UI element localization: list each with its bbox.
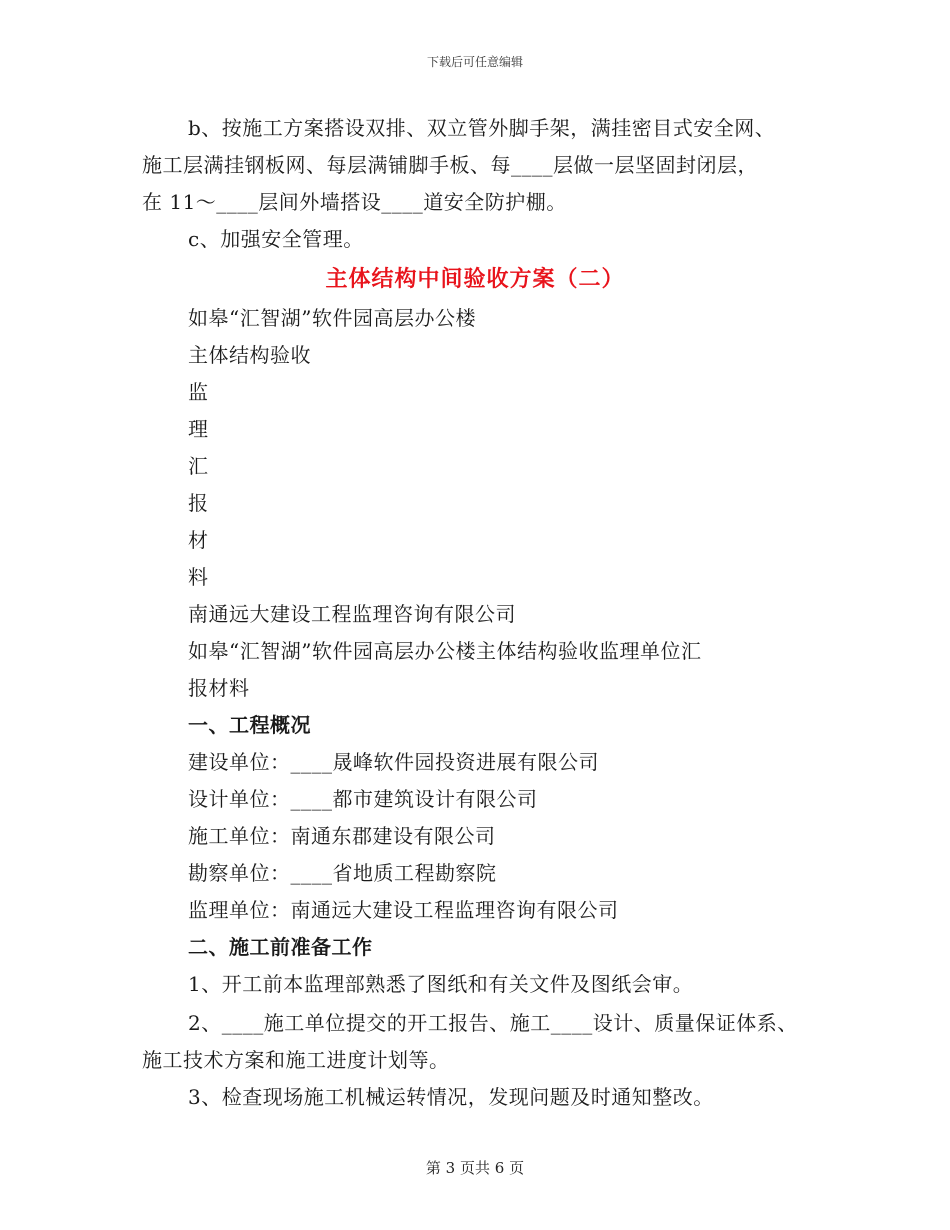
item-1: 1、开工前本监理部熟悉了图纸和有关文件及图纸会审。 bbox=[188, 972, 694, 996]
paragraph-b-line-2: 施工层满挂钢板网、每层满铺脚手板、每____层做一层坚固封闭层， bbox=[142, 153, 758, 177]
survey-unit: 勘察单位：____省地质工程勘察院 bbox=[188, 861, 497, 885]
project-name: 如皋“汇智湖”软件园高层办公楼 bbox=[188, 306, 476, 330]
design-unit: 设计单位：____都市建筑设计有限公司 bbox=[188, 787, 538, 811]
vertical-char-5: 材 bbox=[188, 528, 209, 552]
report-title-line-1: 如皋“汇智湖”软件园高层办公楼主体结构验收监理单位汇 bbox=[188, 639, 702, 663]
vertical-char-2: 理 bbox=[188, 417, 209, 441]
paragraph-b-line-3: 在 11～____层间外墙搭设____道安全防护棚。 bbox=[142, 190, 567, 214]
construction-unit: 建设单位：____晟峰软件园投资进展有限公司 bbox=[188, 750, 599, 774]
section-title: 主体结构中间验收方案（二） bbox=[325, 266, 625, 292]
vertical-char-4: 报 bbox=[188, 491, 209, 515]
vertical-char-3: 汇 bbox=[188, 454, 209, 478]
page-number: 第 3 页共 6 页 bbox=[425, 1159, 525, 1177]
report-title-line-2: 报材料 bbox=[188, 676, 250, 700]
item-2-line-2: 施工技术方案和施工进度计划等。 bbox=[142, 1048, 450, 1072]
vertical-char-6: 料 bbox=[188, 565, 209, 589]
heading-preparation: 二、施工前准备工作 bbox=[188, 935, 373, 959]
item-2-line-1: 2、____施工单位提交的开工报告、施工____设计、质量保证体系、 bbox=[188, 1011, 798, 1035]
vertical-char-1: 监 bbox=[188, 380, 209, 404]
builder-unit: 施工单位：南通东郡建设有限公司 bbox=[188, 824, 496, 848]
paragraph-c: c、加强安全管理。 bbox=[188, 227, 364, 251]
heading-project-overview: 一、工程概况 bbox=[188, 713, 311, 737]
supervision-unit: 监理单位：南通远大建设工程监理咨询有限公司 bbox=[188, 898, 619, 922]
page-header-note: 下载后可任意编辑 bbox=[426, 55, 523, 69]
acceptance-label: 主体结构验收 bbox=[188, 343, 311, 367]
supervision-company: 南通远大建设工程监理咨询有限公司 bbox=[188, 602, 516, 626]
paragraph-b-line-1: b、按施工方案搭设双排、双立管外脚手架，满挂密目式安全网、 bbox=[188, 116, 776, 140]
item-3: 3、检查现场施工机械运转情况，发现问题及时通知整改。 bbox=[188, 1085, 714, 1109]
